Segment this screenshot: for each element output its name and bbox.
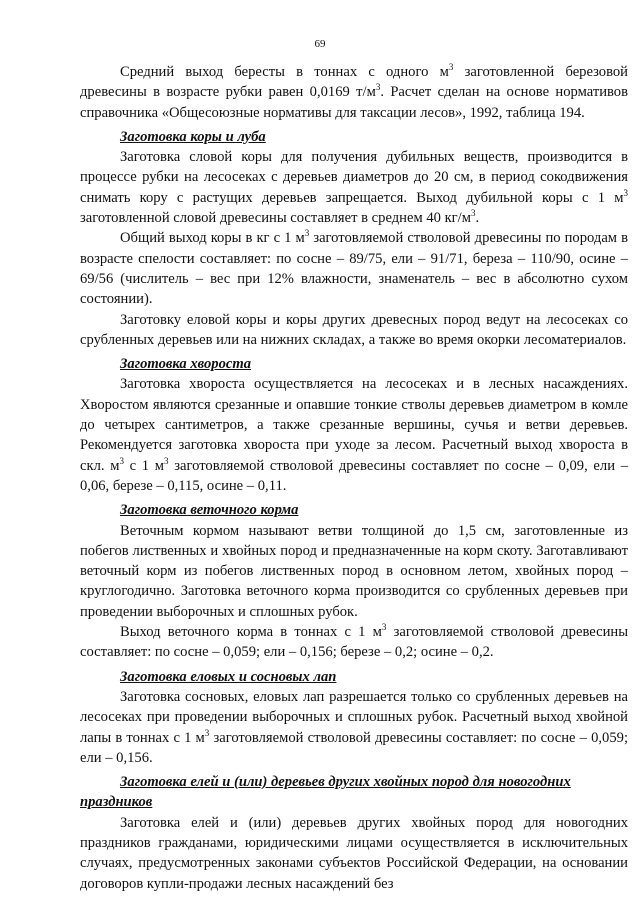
section-heading: Заготовка елей и (или) деревьев других хвойных пород для новогодних праздников (80, 774, 571, 811)
paragraph: Заготовка елей и (или) деревьев других хвойных пород для новогодних праздников гражданами, юридическими лицами осуществляется в исключительных случаях, предусмотренных законами субъектов Российской Федерации, на основании договоров купли-продажи лесных насаждений без (80, 814, 628, 892)
section-heading: Заготовка веточного корма (120, 502, 299, 519)
paragraph: Средний выход бересты в тоннах с одного $м^3$ заготовленной березовой древесины в возрасте рубки равен 0,0169 $т/м^3$. Расчет сделан на основе нормативов справочника «Общесоюзные нормативы для таксации лесов», 1992, таблица 194. (80, 62, 628, 121)
section-heading: Заготовка коры и луба (120, 128, 266, 145)
paragraph: Веточным кормом называют ветви толщиной до 1,5 см, заготовленные из побегов лиственных и хвойных пород и предназначенные на корм скоту. Заготавливают веточный корм из побегов лиственных пород в основном летом, хвойных пород – круглогодично. Заготовка веточного корма производится со срубленных деревьев при проведении выборочных и сплошных рубок. (80, 522, 628, 620)
paragraph: Заготовка словой коры для получения дубильных веществ, производится в процессе рубки на лесосеках с деревьев диаметров до 20 см, в период сокодвижения снимать кору с растущих деревьев запрещается. Выход дубильной коры с 1 $м^3$ заготовленной словой древесины составляет в среднем 40 $кг/м^3$. (80, 149, 628, 227)
paragraph: Выход веточного корма в тоннах с 1 $м^3$ заготовляемой стволовой древесины составляет: по сосне – 0,059; ели – 0,156; березе – 0,2; осине – 0,2. (80, 622, 628, 661)
section-heading: Заготовка еловых и сосновых лап (120, 668, 337, 685)
page-number: 69 (314, 38, 326, 50)
paragraph: Заготовку еловой коры и коры других древесных пород ведут на лесосеках со срубленных деревьев или на нижних складах, а также во время окорки лесоматериалов. (80, 311, 628, 348)
document-body (80, 62, 628, 894)
paragraph: Заготовка хвороста осуществляется на лесосеках и в лесных насаждениях. Хворостом являются срезанные и опавшие тонкие стволы деревьев диаметром в комле до четырех сантиметров, а также срезанные вершины, сучья и ветви деревьев. Рекомендуется заготовка хвороста при уходе за лесом. Расчетный выход хвороста в скл. $м^3$ с 1 $м^3$ заготовляемой стволовой древесины составляет по сосне – 0,09, ели – 0,06, березе – 0,115, осине – 0,11. (80, 376, 628, 494)
paragraph: Заготовка сосновых, еловых лап разрешается только со срубленных деревьев на лесосеках при проведении выборочных и сплошных рубок. Расчетный выход хвойной лапы в тоннах с 1 $м^3$ заготовляемой стволовой древесины составляет: по сосне – 0,059; ели – 0,156. (80, 688, 629, 766)
section-heading: Заготовка хвороста (120, 356, 252, 373)
paragraph: Общий выход коры в кг с 1 $м^3$ заготовляемой стволовой древесины по породам в возрасте спелости составляет: по сосне – 89/75, ели – 91/71, береза – 110/90, осине – 69/56 (числитель – вес при 12% влажности, знаменатель – вес в абсолютно сухом состоянии). (80, 228, 628, 308)
